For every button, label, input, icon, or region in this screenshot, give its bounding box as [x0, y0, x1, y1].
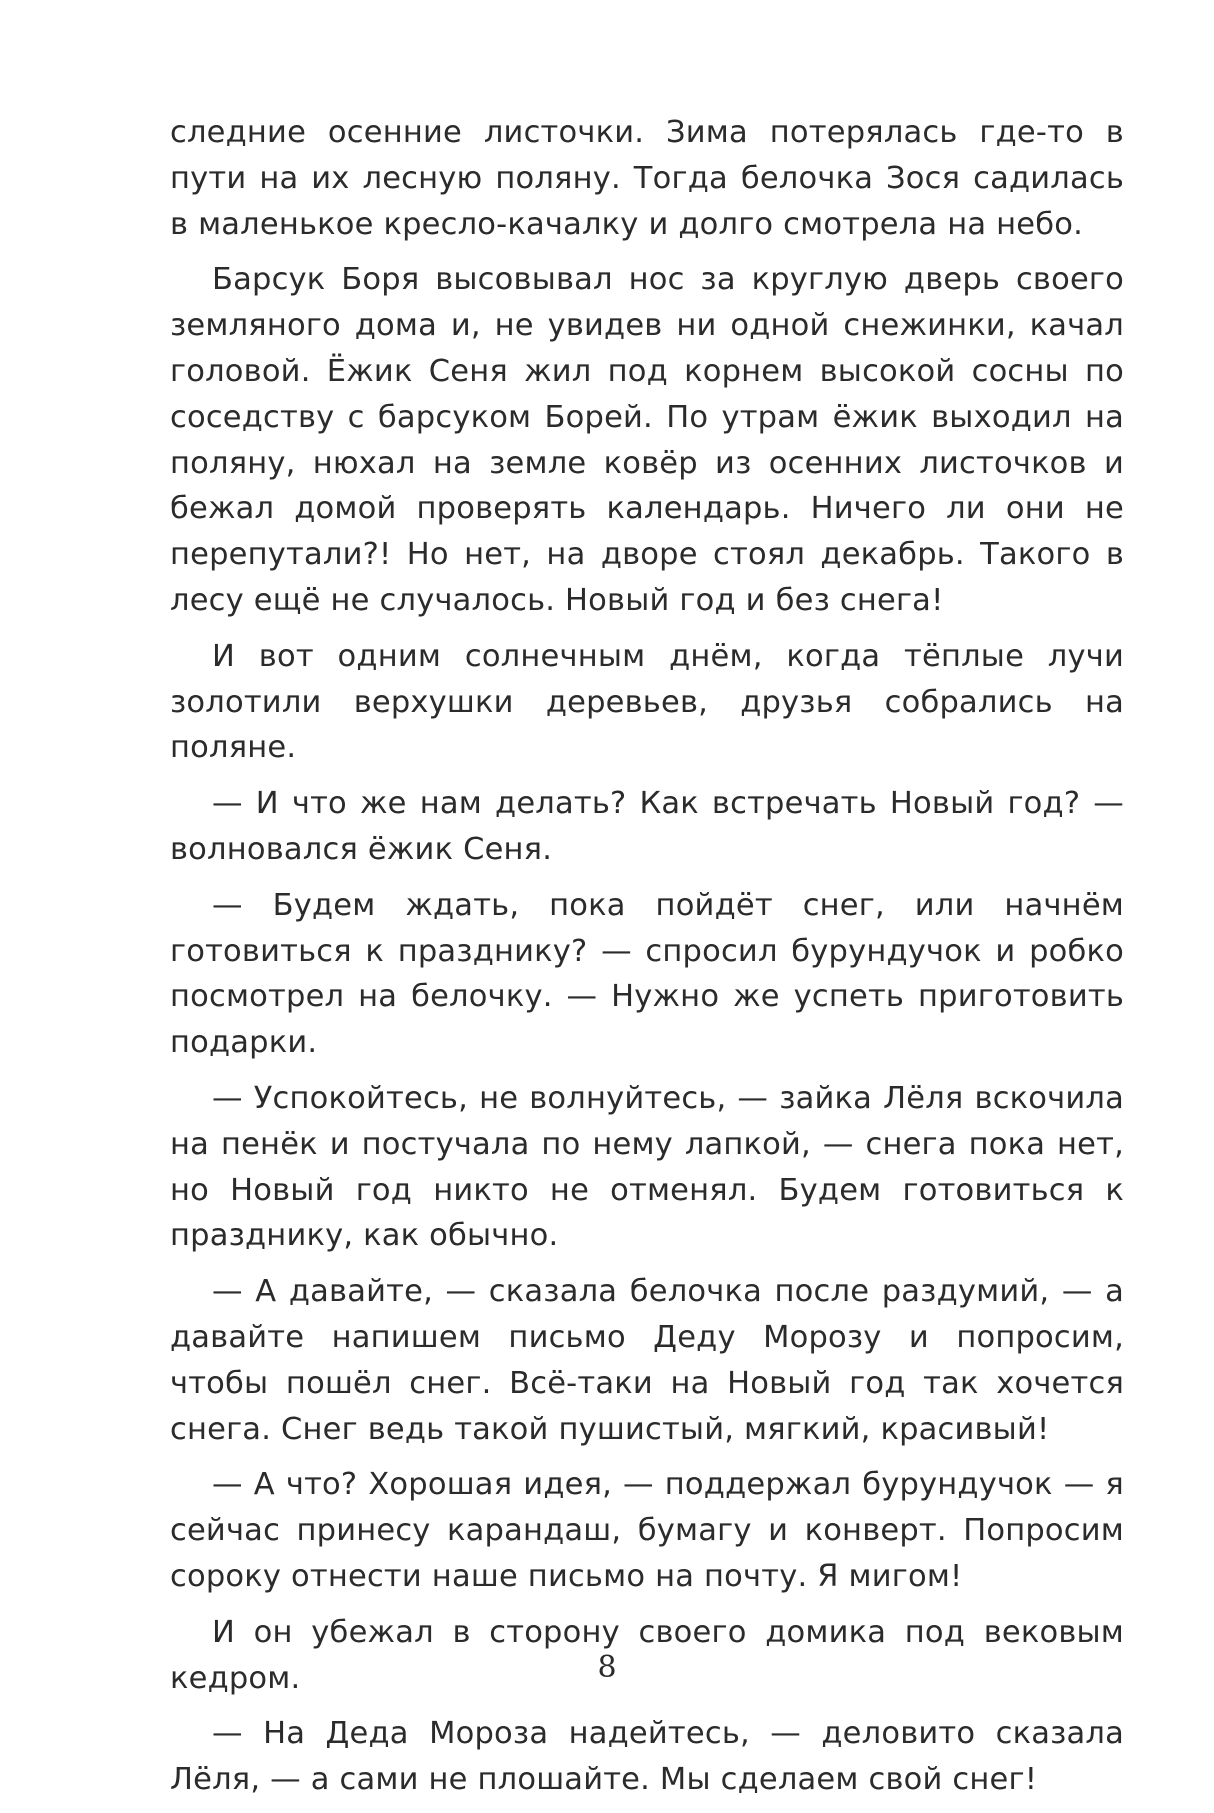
paragraph: — И что же нам делать? Как встречать Новый год? — волновался ёжик Сеня.	[170, 786, 1124, 867]
paragraph: следние осенние листочки. Зима потерялась где-то в пути на их лесную поляну. Тогда белочка Зося садилась в маленькое кресло-качалку и долго смотрела на небо.	[170, 115, 1124, 242]
paragraph: — На Деда Мороза надейтесь, — деловито сказала Лёля, — а сами не плошайте. Мы сделаем свой снег!	[170, 1716, 1124, 1798]
paragraph: И вот одним солнечным днём, когда тёплые лучи золотили верхушки деревьев, друзья собрались на поляне.	[170, 638, 1124, 766]
paragraph: — Будем ждать, пока пойдёт снег, или начнём готовиться к празднику? — спросил бурундучок и робко посмотрел на белочку. — Нужно же успеть приготовить подарки.	[170, 887, 1124, 1061]
paragraph: — А давайте, — сказала белочка после раздумий, — а давайте напишем письмо Деду Морозу и попросим, чтобы пошёл снег. Всё-таки на Новый год так хочется снега. Снег ведь такой пушистый, мягкий, красивый!	[170, 1274, 1124, 1447]
paragraph: — Успокойтесь, не волнуйтесь, — зайка Лёля вскочила на пенёк и постучала по нему лапкой, — снега пока нет, но Новый год никто не отменял. Будем готовиться к празднику, как обычно.	[170, 1080, 1124, 1254]
paragraph: Барсук Боря высовывал нос за круглую дверь своего земляного дома и, не увидев ни одной снежинки, качал головой. Ёжик Сеня жил под корнем высокой сосны по соседству с барсуком Борей. По утрам ёжик выходил на поляну, нюхал на земле ковёр из осенних листочков и бежал домой проверять календарь. Ничего ли они не перепутали?! Но нет, на дворе стоял декабрь. Такого в лесу ещё не случалось. Новый год и без снега!	[170, 262, 1124, 618]
page-number: 8	[597, 1650, 617, 1685]
paragraph: — А что? Хорошая идея, — поддержал бурундучок — я сейчас принесу карандаш, бумагу и конверт. Попросим сороку отнести наше письмо на почту. Я мигом!	[170, 1467, 1124, 1594]
body-text	[170, 110, 1124, 1813]
paragraph: И он убежал в сторону своего домика под вековым кедром.	[170, 1614, 1124, 1696]
